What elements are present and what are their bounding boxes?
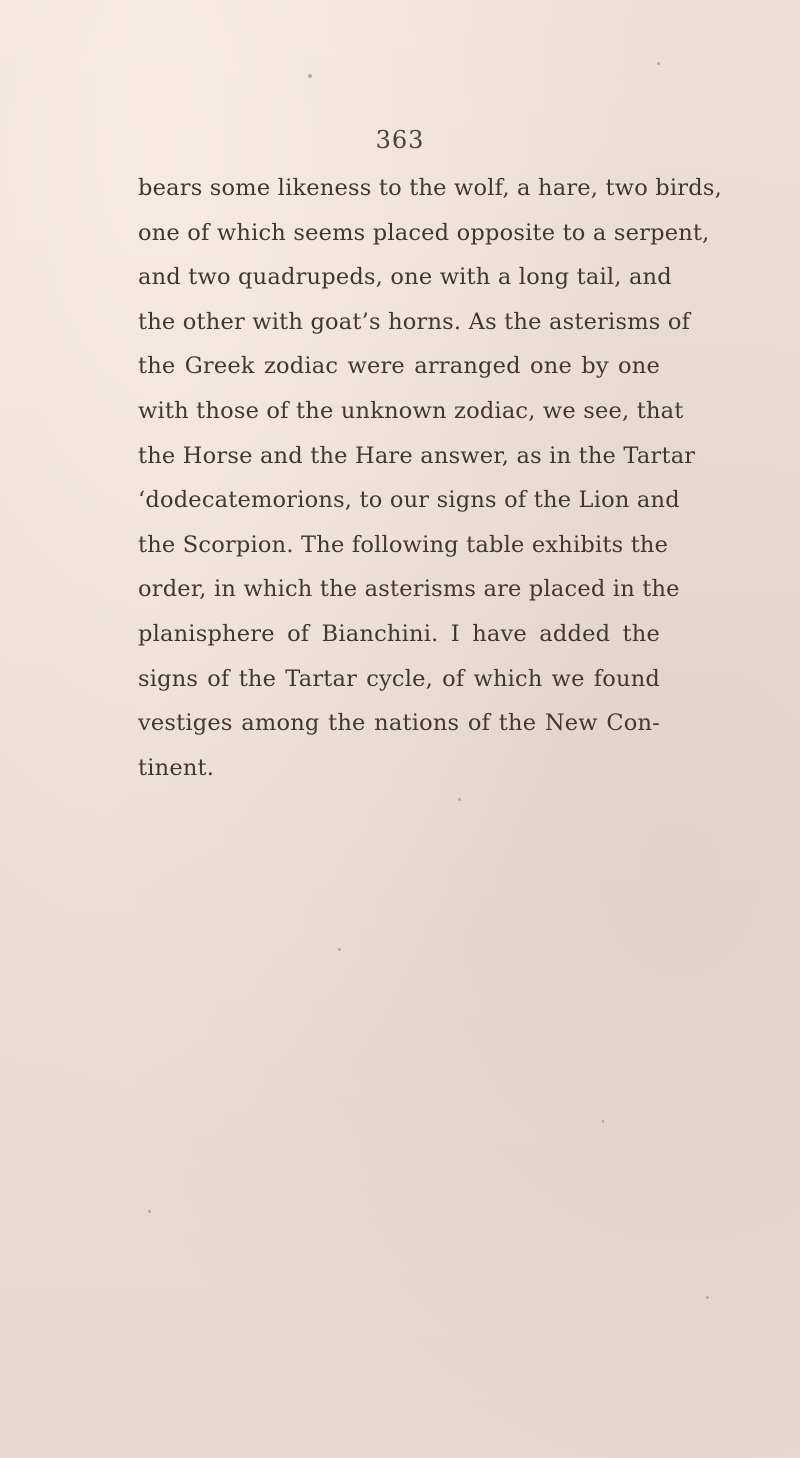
page-number: 363 (375, 126, 425, 154)
text-line: the Horse and the Hare answer, as in the Tartar (138, 442, 696, 469)
text-line: signs of the Tartar cycle, of which we found (138, 665, 660, 692)
paper-speck (338, 948, 341, 951)
paper-speck (458, 798, 461, 801)
paper-speck (657, 62, 660, 65)
paper-speck (706, 1296, 709, 1299)
text-line: with those of the unknown zodiac, we see, that (138, 397, 684, 424)
paper-speck (148, 1210, 151, 1213)
text-line: and two quadrupeds, one with a long tail, and (138, 264, 672, 291)
body-paragraph (138, 166, 722, 790)
text-line: order, in which the asterisms are placed in the (138, 576, 680, 603)
text-line: tinent. (138, 754, 215, 781)
text-line: bears some likeness to the wolf, a hare, two birds, (138, 175, 722, 201)
text-line: the Scorpion. The following table exhibits the (138, 531, 669, 558)
paper-speck (308, 74, 312, 78)
text-line: planisphere of Bianchini. I have added the (138, 620, 660, 647)
text-line: ‘dodecatemorions, to our signs of the Lion and (138, 487, 680, 514)
text-line: vestiges among the nations of the New Con- (138, 710, 660, 737)
text-line: the Greek zodiac were arranged one by one (138, 353, 660, 380)
text-line: one of which seems placed opposite to a serpent, (138, 219, 710, 246)
text-line: the other with goat’s horns. As the asterisms of (138, 308, 691, 335)
paper-speck (602, 1120, 604, 1123)
